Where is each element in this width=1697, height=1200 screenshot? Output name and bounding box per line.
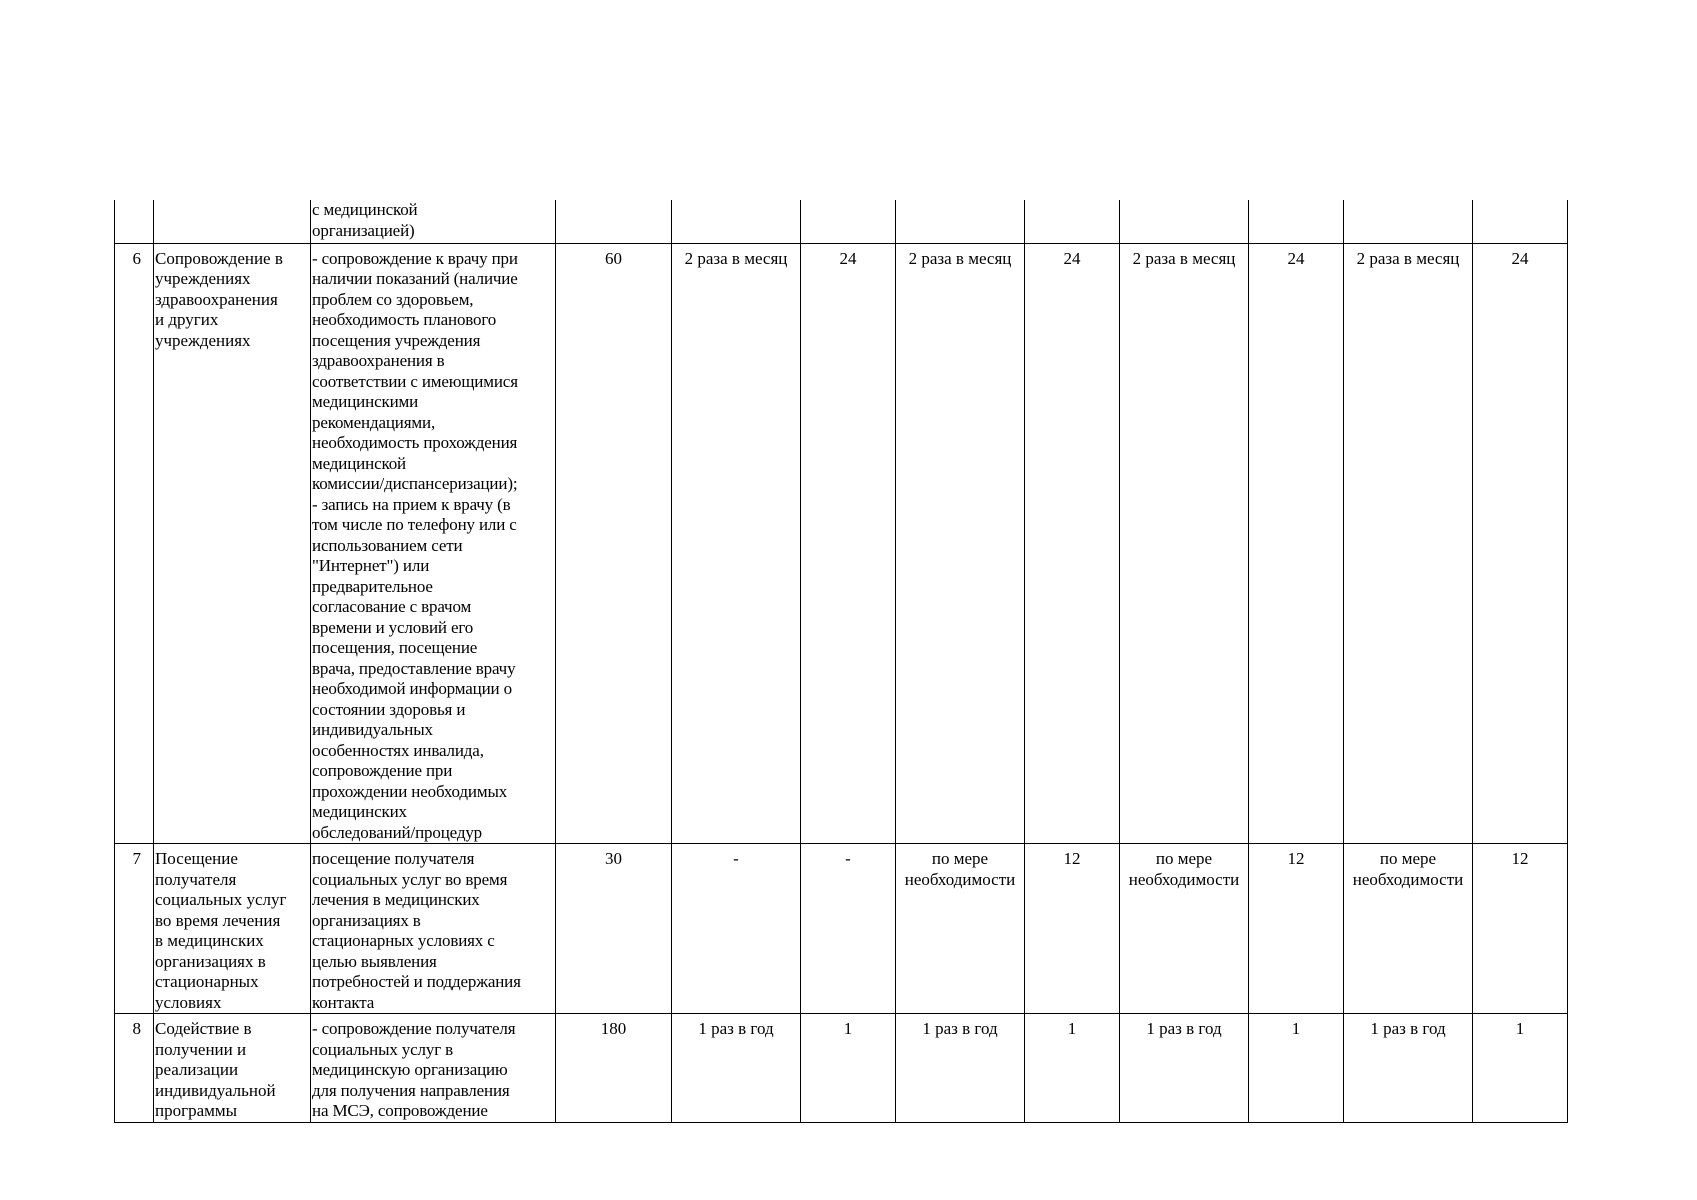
- service-content-line: посещение получателя: [312, 849, 475, 868]
- service-content-line: состоянии здоровья и: [312, 699, 466, 719]
- service-content: [311, 844, 556, 1014]
- service-content: [311, 200, 556, 243]
- service-content-line: - запись на прием к врачу (в: [312, 494, 511, 514]
- c2-frequency-line: 1 раз в год: [922, 1019, 998, 1038]
- service-content-line: предварительное: [312, 576, 433, 596]
- service-content-line: наличии показаний (наличие: [312, 269, 518, 288]
- c2-frequency: [896, 844, 1025, 1014]
- c2-frequency: [896, 243, 1025, 844]
- service-content-line: врача, предоставление врачу: [312, 658, 516, 678]
- service-content-line: потребностей и поддержания: [312, 972, 521, 991]
- c1-frequency-line: -: [733, 849, 739, 868]
- c1-frequency: [672, 1014, 801, 1123]
- c4-count: 1: [1473, 1014, 1568, 1123]
- c4-count: [1473, 200, 1568, 243]
- service-name-line: Сопровождение в: [155, 248, 283, 268]
- table-body: [115, 200, 1568, 1122]
- c3-frequency-line: 2 раза в месяц: [1132, 248, 1236, 268]
- service-content-line: лечения в медицинских: [312, 890, 480, 909]
- service-name-line: учреждениях: [155, 330, 251, 350]
- c1-frequency-line: 1 раз в год: [698, 1019, 774, 1038]
- c4-frequency-line: 2 раза в месяц: [1356, 248, 1460, 268]
- c3-frequency: [1120, 243, 1249, 844]
- service-content-line: соответствии с имеющимися: [312, 371, 518, 391]
- row-number: 7: [115, 844, 154, 1014]
- service-content-line: необходимость прохождения: [312, 433, 518, 452]
- service-name: [154, 200, 311, 243]
- c1-count: [801, 200, 896, 243]
- table-row: [115, 844, 1568, 1014]
- service-time: 30: [556, 844, 672, 1014]
- service-content-line: социальных услуг в: [312, 1039, 454, 1059]
- service-name-line: здравоохранения: [155, 289, 278, 309]
- service-content: [311, 1014, 556, 1123]
- service-name-line: учреждениях: [155, 269, 251, 288]
- c1-frequency: [672, 200, 801, 243]
- service-time: 60: [556, 243, 672, 844]
- service-name-line: и других: [155, 310, 219, 329]
- service-time: 180: [556, 1014, 672, 1123]
- service-content-line: использованием сети: [312, 535, 463, 555]
- c3-frequency: [1120, 1014, 1249, 1123]
- service-name: [154, 844, 311, 1014]
- service-content-line: комиссии/диспансеризации);: [312, 474, 518, 493]
- c3-count: 1: [1249, 1014, 1344, 1123]
- c3-count: 12: [1249, 844, 1344, 1014]
- c4-frequency-line: необходимости: [1352, 869, 1464, 889]
- c4-frequency: [1344, 1014, 1473, 1123]
- service-content-line: необходимой информации о: [312, 679, 512, 698]
- service-name-line: программы: [155, 1101, 238, 1120]
- service-content-line: контакта: [312, 992, 375, 1012]
- service-content-line: особенностях инвалида,: [312, 740, 484, 760]
- c3-count: 24: [1249, 243, 1344, 844]
- service-content-line: посещения, посещение: [312, 638, 478, 657]
- service-content-line: медицинских: [312, 802, 407, 821]
- service-content-line: здравоохранения в: [312, 351, 445, 370]
- c4-frequency-line: 1 раз в год: [1370, 1019, 1446, 1038]
- service-content-line: медицинскими: [312, 392, 419, 411]
- c2-frequency-line: необходимости: [904, 869, 1016, 889]
- service-content-line: организациях в: [312, 910, 421, 930]
- service-content-line: - сопровождение к врачу при: [312, 248, 518, 268]
- service-name-line: получении и: [155, 1039, 247, 1059]
- c4-frequency: [1344, 243, 1473, 844]
- c4-count: 12: [1473, 844, 1568, 1014]
- c3-frequency: [1120, 200, 1249, 243]
- service-name-line: стационарных: [155, 972, 259, 991]
- service-content-line: организацией): [312, 220, 415, 240]
- service-name-line: социальных услуг: [155, 890, 287, 909]
- c2-count: [1025, 200, 1120, 243]
- service-time: [556, 200, 672, 243]
- c2-frequency: [896, 200, 1025, 243]
- c2-frequency-line: 2 раза в месяц: [908, 248, 1012, 268]
- service-name-line: организациях в: [155, 951, 266, 971]
- service-name-line: условиях: [155, 992, 222, 1012]
- service-content-line: прохождении необходимых: [312, 781, 508, 801]
- service-content-line: сопровождение при: [312, 761, 453, 780]
- service-content-line: посещения учреждения: [312, 330, 481, 350]
- service-content-line: необходимость планового: [312, 310, 497, 329]
- service-content-line: обследований/процедур: [312, 822, 483, 842]
- service-content-line: медицинскую организацию: [312, 1060, 508, 1079]
- service-name-line: индивидуальной: [155, 1080, 276, 1100]
- table-row: [115, 200, 1568, 243]
- service-content-line: индивидуальных: [312, 720, 433, 739]
- c4-count: 24: [1473, 243, 1568, 844]
- service-content-line: для получения направления: [312, 1080, 510, 1100]
- c2-frequency-line: по мере: [931, 849, 989, 868]
- table-row: [115, 1014, 1568, 1123]
- c3-frequency-line: по мере: [1155, 849, 1213, 868]
- service-name-line: реализации: [155, 1060, 239, 1079]
- c4-frequency: [1344, 200, 1473, 243]
- service-name-line: во время лечения: [155, 910, 281, 930]
- c1-frequency-line: 2 раза в месяц: [684, 248, 788, 268]
- service-content-line: согласование с врачом: [312, 597, 472, 616]
- service-name: [154, 243, 311, 844]
- services-table: [114, 200, 1568, 1123]
- service-content-line: целью выявления: [312, 951, 437, 971]
- service-name: [154, 1014, 311, 1123]
- service-content: [311, 243, 556, 844]
- service-content-line: времени и условий его: [312, 617, 474, 637]
- c4-frequency-line: по мере: [1379, 849, 1437, 868]
- service-name-line: Содействие в: [155, 1019, 252, 1038]
- c2-count: 12: [1025, 844, 1120, 1014]
- service-content-line: рекомендациями,: [312, 412, 436, 432]
- service-content-line: - сопровождение получателя: [312, 1019, 516, 1038]
- c1-count: -: [801, 844, 896, 1014]
- row-number: [115, 200, 154, 243]
- service-name-line: Посещение: [155, 849, 238, 868]
- service-content-line: том числе по телефону или с: [312, 515, 517, 534]
- service-content-line: "Интернет") или: [312, 556, 430, 575]
- c1-count: 1: [801, 1014, 896, 1123]
- c3-frequency-line: 1 раз в год: [1146, 1019, 1222, 1038]
- c4-frequency: [1344, 844, 1473, 1014]
- c2-frequency: [896, 1014, 1025, 1123]
- c1-frequency: [672, 844, 801, 1014]
- row-number: 8: [115, 1014, 154, 1123]
- table-row: [115, 243, 1568, 844]
- c2-count: 1: [1025, 1014, 1120, 1123]
- c3-frequency: [1120, 844, 1249, 1014]
- c3-frequency-line: необходимости: [1128, 869, 1240, 889]
- row-number: 6: [115, 243, 154, 844]
- service-name-line: получателя: [155, 869, 237, 889]
- service-content-line: стационарных условиях с: [312, 931, 495, 950]
- c1-count: 24: [801, 243, 896, 844]
- service-content-line: медицинской: [312, 453, 407, 473]
- service-name-line: в медицинских: [155, 931, 264, 950]
- c2-count: 24: [1025, 243, 1120, 844]
- service-content-line: социальных услуг во время: [312, 869, 508, 889]
- service-content-line: с медицинской: [312, 200, 418, 219]
- c3-count: [1249, 200, 1344, 243]
- c1-frequency: [672, 243, 801, 844]
- service-content-line: на МСЭ, сопровождение: [312, 1101, 488, 1120]
- service-content-line: проблем со здоровьем,: [312, 289, 474, 309]
